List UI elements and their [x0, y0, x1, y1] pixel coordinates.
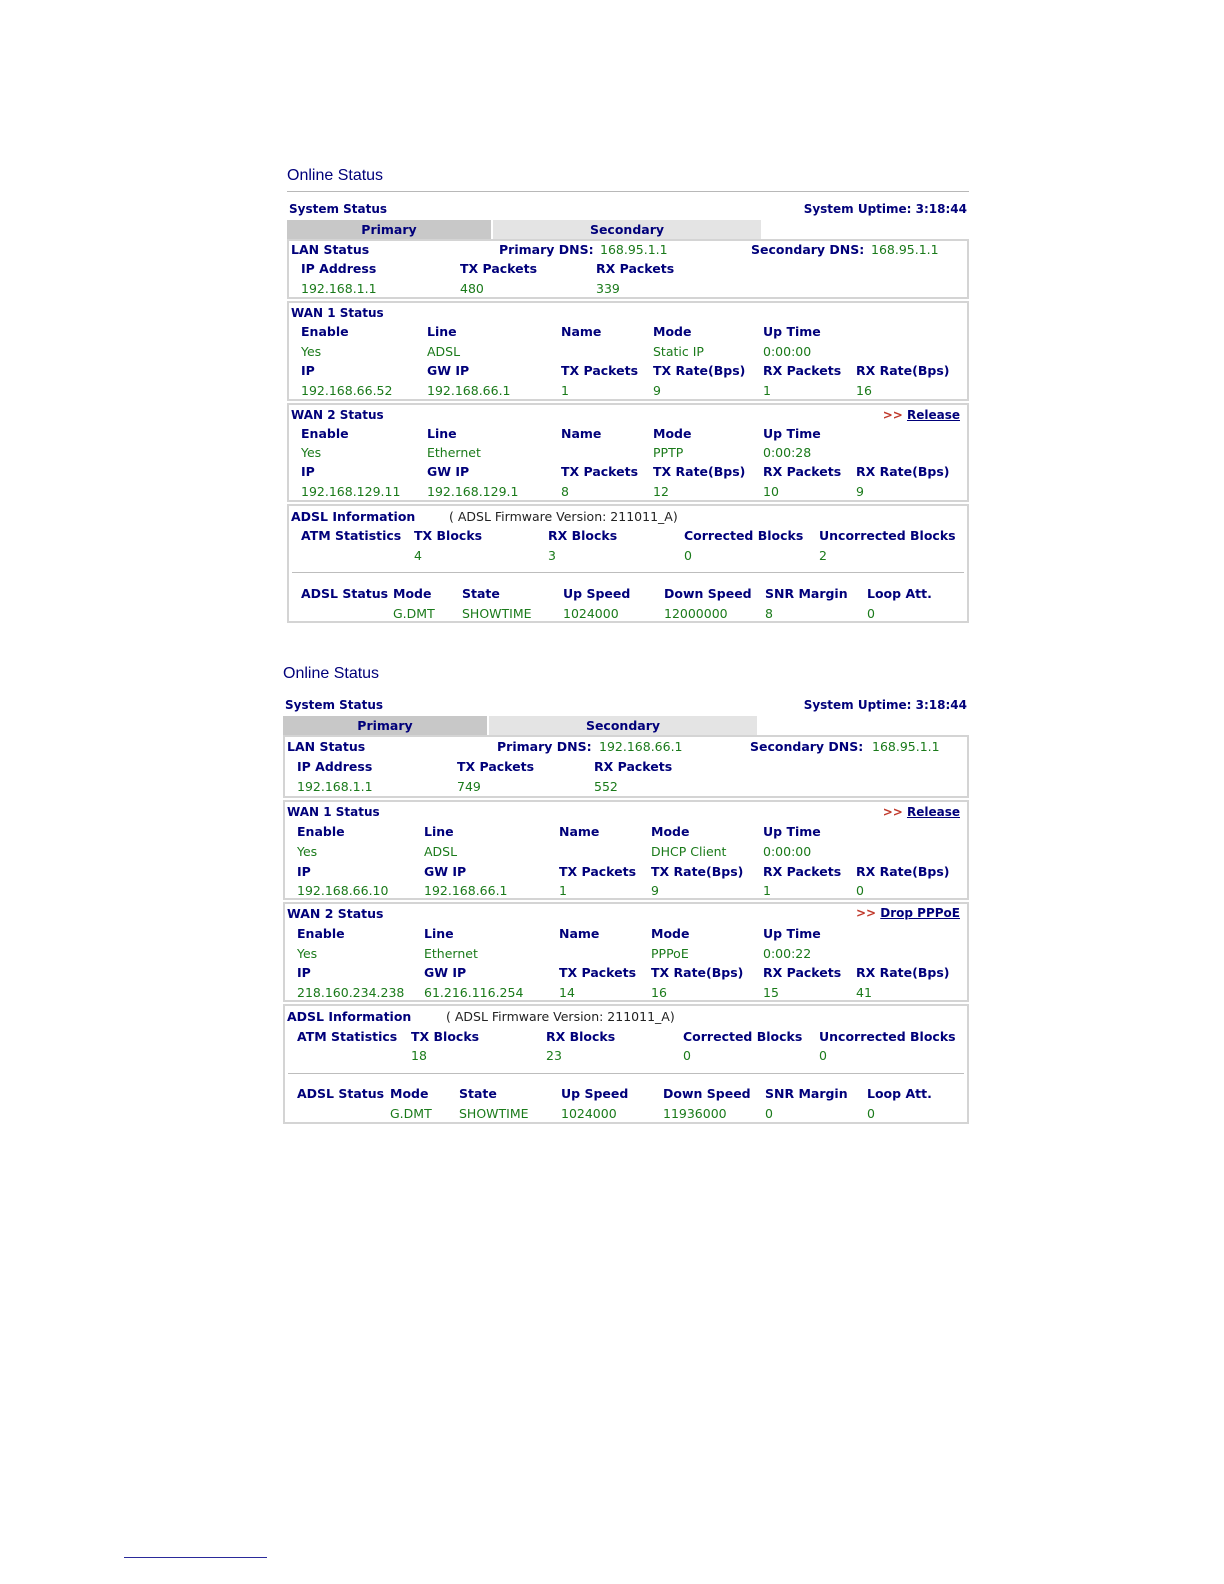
adsl-header: Mode: [393, 586, 432, 601]
atm-value: 3: [548, 548, 556, 563]
lan-value: 192.168.1.1: [301, 281, 377, 296]
online-status-panel-2: [283, 664, 969, 1126]
adsl-header: Up Speed: [563, 586, 631, 601]
lan-value: 749: [457, 779, 481, 794]
wan1-status-label: WAN 1 Status: [291, 306, 384, 320]
action-arrow: >>: [882, 408, 903, 422]
atm-header: Corrected Blocks: [683, 1029, 803, 1044]
atm-header: TX Blocks: [411, 1029, 480, 1044]
lan-value: 552: [594, 779, 618, 794]
wan-value: 0: [856, 883, 864, 898]
tab-secondary[interactable]: Secondary: [489, 716, 757, 735]
primary-dns-value: 168.95.1.1: [600, 242, 668, 257]
tab-secondary[interactable]: Secondary: [493, 220, 761, 239]
wan1-status-section: [283, 800, 969, 900]
atm-statistics-label: ATM Statistics: [301, 528, 402, 543]
wan-header: IP: [297, 864, 311, 879]
wan-value: 0:00:28: [763, 445, 812, 460]
wan-header: Mode: [651, 824, 690, 839]
lan-header: RX Packets: [594, 759, 673, 774]
secondary-dns-value: 168.95.1.1: [871, 242, 939, 257]
wan-header: TX Packets: [559, 864, 637, 879]
wan-value: PPPoE: [651, 946, 689, 961]
page-title: Online Status: [283, 665, 380, 682]
wan-value: 12: [653, 484, 669, 499]
adsl-value: 0: [765, 1106, 773, 1121]
adsl-status-label: ADSL Status: [297, 1086, 385, 1101]
adsl-header: Mode: [390, 1086, 429, 1101]
wan-value: 9: [856, 484, 864, 499]
release-link[interactable]: Release: [906, 408, 960, 422]
atm-value: 23: [546, 1048, 562, 1063]
secondary-dns-label: Secondary DNS:: [751, 242, 865, 257]
wan-header: TX Rate(Bps): [651, 965, 744, 980]
wan-header: RX Packets: [763, 864, 842, 879]
adsl-information-section: [283, 1004, 969, 1124]
wan-header: Name: [559, 926, 600, 941]
tab-bar: [283, 716, 969, 735]
lan-header: IP Address: [297, 759, 373, 774]
wan-value: 10: [763, 484, 779, 499]
wan-value: 0:00:00: [763, 344, 812, 359]
wan-value: 9: [653, 383, 661, 398]
title-divider: [287, 191, 969, 192]
adsl-firmware-version: ( ADSL Firmware Version: 211011_A): [446, 1009, 675, 1024]
wan-value: Yes: [297, 946, 318, 961]
wan-value: Yes: [301, 445, 322, 460]
atm-value: 4: [414, 548, 422, 563]
release-link[interactable]: Release: [906, 805, 960, 819]
wan-value: 16: [651, 985, 667, 1000]
atm-value: 0: [819, 1048, 827, 1063]
wan-header: Name: [561, 426, 602, 441]
online-status-panel-1: [287, 166, 969, 625]
wan-value: ADSL: [424, 844, 458, 859]
adsl-value: 1024000: [561, 1106, 617, 1121]
action-arrow: >>: [882, 805, 903, 819]
wan-value: 218.160.234.238: [297, 985, 405, 1000]
adsl-header: Up Speed: [561, 1086, 629, 1101]
atm-header: RX Blocks: [548, 528, 618, 543]
lan-header: RX Packets: [596, 261, 675, 276]
wan-value: DHCP Client: [651, 844, 727, 859]
adsl-header: State: [459, 1086, 497, 1101]
wan-value: 9: [651, 883, 659, 898]
primary-dns-value: 192.168.66.1: [599, 739, 683, 754]
adsl-status-label: ADSL Status: [301, 586, 389, 601]
wan2-action: [856, 906, 960, 920]
wan-header: Line: [427, 426, 457, 441]
wan-header: RX Packets: [763, 464, 842, 479]
tab-primary[interactable]: Primary: [283, 716, 487, 735]
adsl-value: SHOWTIME: [459, 1106, 529, 1121]
wan-header: IP: [297, 965, 311, 980]
atm-value: 2: [819, 548, 827, 563]
atm-header: Corrected Blocks: [684, 528, 804, 543]
wan-header: Name: [559, 824, 600, 839]
wan-header: GW IP: [424, 965, 467, 980]
wan-value: 1: [763, 883, 771, 898]
wan-value: ADSL: [427, 344, 461, 359]
wan-value: Ethernet: [424, 946, 478, 961]
wan-header: Enable: [301, 426, 349, 441]
wan-header: RX Rate(Bps): [856, 965, 950, 980]
adsl-header: SNR Margin: [765, 1086, 848, 1101]
wan-header: TX Rate(Bps): [653, 464, 746, 479]
wan-header: IP: [301, 464, 315, 479]
lan-header: TX Packets: [457, 759, 535, 774]
secondary-dns-value: 168.95.1.1: [872, 739, 940, 754]
secondary-dns-label: Secondary DNS:: [750, 739, 864, 754]
adsl-header: SNR Margin: [765, 586, 848, 601]
wan-value: 1: [763, 383, 771, 398]
adsl-value: 12000000: [664, 606, 728, 621]
tab-primary[interactable]: Primary: [287, 220, 491, 239]
system-uptime: System Uptime: 3:18:44: [803, 698, 967, 712]
wan-header: Mode: [653, 426, 692, 441]
wan2-action: [883, 408, 960, 422]
wan-header: Mode: [651, 926, 690, 941]
wan-header: TX Packets: [559, 965, 637, 980]
wan-header: Up Time: [763, 824, 821, 839]
wan2-status-section: [283, 902, 969, 1002]
adsl-value: G.DMT: [390, 1106, 432, 1121]
system-status-row: [283, 698, 969, 714]
lan-value: 480: [460, 281, 484, 296]
atm-header: Uncorrected Blocks: [819, 1029, 956, 1044]
wan-value: 0:00:00: [763, 844, 812, 859]
atm-header: TX Blocks: [414, 528, 483, 543]
wan-value: 8: [561, 484, 569, 499]
wan-header: Enable: [297, 824, 345, 839]
wan-header: GW IP: [424, 864, 467, 879]
atm-statistics-label: ATM Statistics: [297, 1029, 398, 1044]
adsl-information-label: ADSL Information: [287, 1009, 412, 1024]
adsl-value: 0: [867, 606, 875, 621]
adsl-divider: [288, 1073, 964, 1074]
wan-value: 192.168.66.1: [424, 883, 508, 898]
adsl-information-label: ADSL Information: [291, 509, 416, 524]
wan1-status-label: WAN 1 Status: [287, 805, 380, 819]
atm-header: RX Blocks: [546, 1029, 616, 1044]
atm-value: 0: [683, 1048, 691, 1063]
system-status-row: [287, 202, 969, 218]
wan1-action: [883, 805, 960, 819]
wan-header: RX Packets: [763, 965, 842, 980]
wan-header: Up Time: [763, 324, 821, 339]
adsl-firmware-version: ( ADSL Firmware Version: 211011_A): [449, 509, 678, 524]
wan2-status-label: WAN 2 Status: [287, 906, 384, 921]
wan-header: GW IP: [427, 363, 470, 378]
wan-value: 14: [559, 985, 575, 1000]
wan-header: Enable: [301, 324, 349, 339]
wan-header: Mode: [653, 324, 692, 339]
action-arrow: >>: [855, 906, 877, 920]
adsl-value: 11936000: [663, 1106, 727, 1121]
wan-value: Ethernet: [427, 445, 481, 460]
wan-value: 192.168.66.1: [427, 383, 511, 398]
adsl-information-section: [287, 504, 969, 623]
wan-header: TX Rate(Bps): [651, 864, 744, 879]
adsl-header: Loop Att.: [867, 1086, 932, 1101]
wan-header: TX Packets: [561, 464, 639, 479]
wan-header: Up Time: [763, 926, 821, 941]
system-uptime: System Uptime: 3:18:44: [803, 202, 967, 216]
lan-header: TX Packets: [460, 261, 538, 276]
wan1-status-section: [287, 301, 969, 401]
adsl-divider: [292, 572, 964, 573]
wan-value: 192.168.66.52: [301, 383, 393, 398]
atm-value: 18: [411, 1048, 427, 1063]
wan-header: RX Rate(Bps): [856, 864, 950, 879]
wan-value: 16: [856, 383, 872, 398]
lan-status-section: [287, 239, 969, 299]
wan-header: RX Rate(Bps): [856, 363, 950, 378]
wan-value: 61.216.116.254: [424, 985, 524, 1000]
adsl-header: State: [462, 586, 500, 601]
wan-value: 15: [763, 985, 779, 1000]
wan-header: Line: [424, 824, 454, 839]
wan-value: 1: [559, 883, 567, 898]
wan-header: TX Rate(Bps): [653, 363, 746, 378]
adsl-value: 1024000: [563, 606, 619, 621]
wan-header: Enable: [297, 926, 345, 941]
lan-status-section: [283, 735, 969, 798]
wan-value: Yes: [301, 344, 322, 359]
adsl-header: Loop Att.: [867, 586, 932, 601]
lan-header: IP Address: [301, 261, 377, 276]
primary-dns-label: Primary DNS:: [499, 242, 594, 257]
wan-value: Yes: [297, 844, 318, 859]
lan-value: 192.168.1.1: [297, 779, 373, 794]
adsl-value: 8: [765, 606, 773, 621]
wan-value: 192.168.129.1: [427, 484, 519, 499]
wan-header: IP: [301, 363, 315, 378]
wan-header: Line: [427, 324, 457, 339]
wan-value: 192.168.66.10: [297, 883, 389, 898]
wan-value: 1: [561, 383, 569, 398]
wan-header: TX Packets: [561, 363, 639, 378]
wan-header: Name: [561, 324, 602, 339]
adsl-header: Down Speed: [663, 1086, 751, 1101]
wan2-status-label: WAN 2 Status: [291, 408, 384, 422]
lan-status-label: LAN Status: [291, 242, 370, 257]
adsl-value: G.DMT: [393, 606, 435, 621]
wan-value: 192.168.129.11: [301, 484, 401, 499]
footnote-divider: [124, 1557, 267, 1558]
wan-header: GW IP: [427, 464, 470, 479]
system-status-label: System Status: [285, 698, 384, 712]
system-status-label: System Status: [289, 202, 388, 216]
wan-header: RX Packets: [763, 363, 842, 378]
wan-value: Static IP: [653, 344, 704, 359]
adsl-value: SHOWTIME: [462, 606, 532, 621]
adsl-header: Down Speed: [664, 586, 752, 601]
drop-pppoe-link[interactable]: Drop PPPoE: [880, 906, 960, 920]
tab-bar: [287, 220, 969, 239]
atm-value: 0: [684, 548, 692, 563]
wan-header: RX Rate(Bps): [856, 464, 950, 479]
lan-status-label: LAN Status: [287, 739, 366, 754]
page-title: Online Status: [287, 167, 384, 184]
wan-value: 41: [856, 985, 872, 1000]
primary-dns-label: Primary DNS:: [497, 739, 592, 754]
atm-header: Uncorrected Blocks: [819, 528, 956, 543]
wan2-status-section: [287, 403, 969, 502]
wan-header: Line: [424, 926, 454, 941]
wan-value: PPTP: [653, 445, 684, 460]
adsl-value: 0: [867, 1106, 875, 1121]
lan-value: 339: [596, 281, 620, 296]
wan-value: 0:00:22: [763, 946, 812, 961]
wan-header: Up Time: [763, 426, 821, 441]
